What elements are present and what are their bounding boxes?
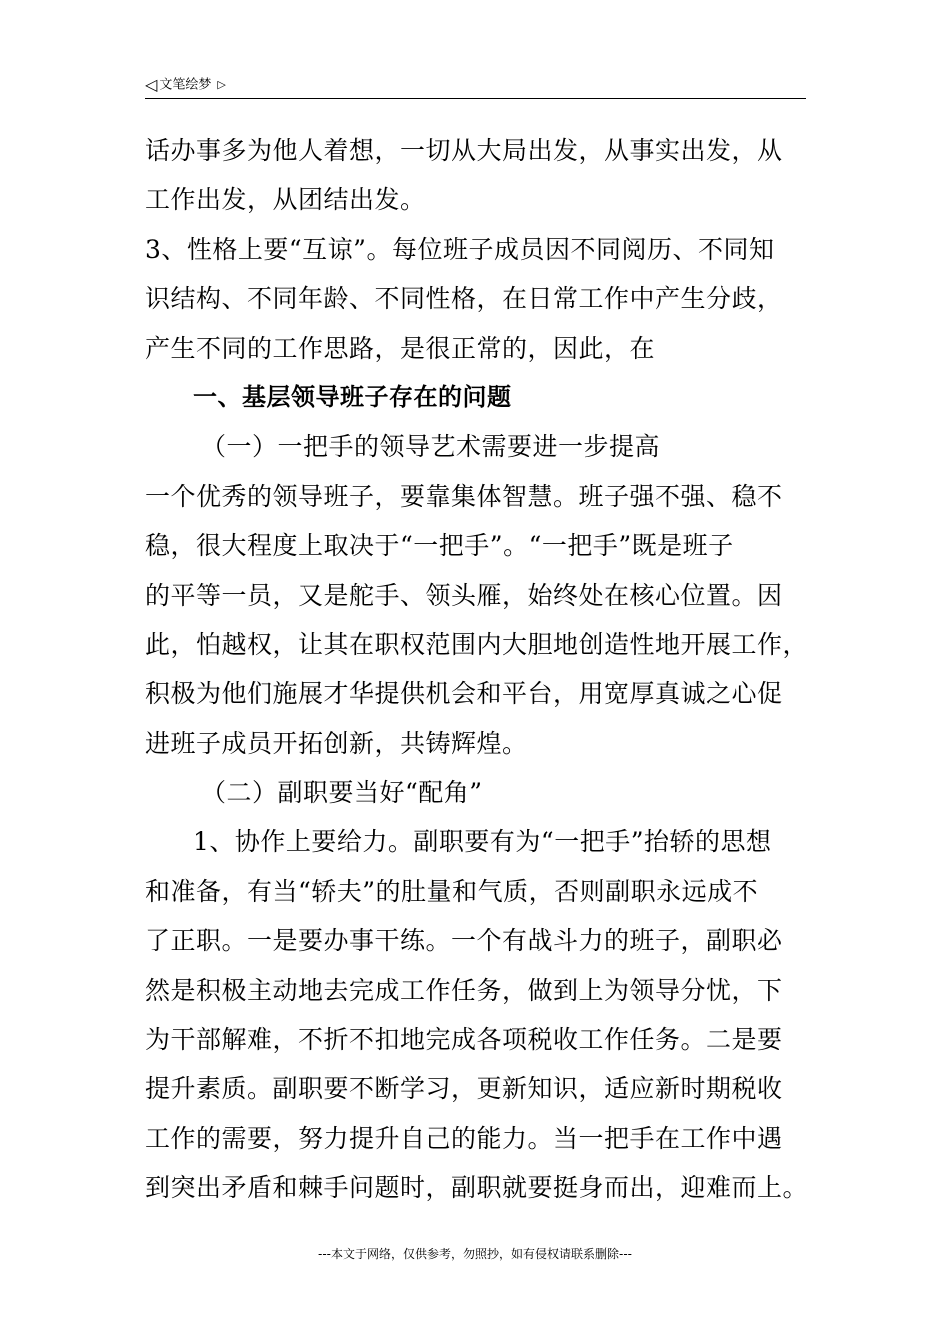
- paragraph-line: 工作的需要，努力提升自己的能力。当一把手在工作中遇: [145, 1123, 783, 1153]
- paragraph-line: 产生不同的工作思路，是很正常的，因此，在: [145, 333, 656, 363]
- left-triangle-icon: ◁: [145, 75, 158, 94]
- paragraph-line: 工作出发，从团结出发。: [145, 185, 426, 215]
- paragraph-line: 3、性格上要“互谅”。每位班子成员因不同阅历、不同知: [145, 234, 775, 264]
- paragraph-line: 1、协作上要给力。副职要有为“一把手”抬轿的思想: [193, 827, 772, 857]
- page-footer: ---本文于网络，仅供参考，勿照抄，如有侵权请联系删除---: [318, 1247, 632, 1261]
- paragraph-line: 了正职。一是要办事干练。一个有战斗力的班子，副职必: [145, 926, 783, 956]
- paragraph-line: 识结构、不同年龄、不同性格，在日常工作中产生分歧，: [145, 284, 783, 314]
- document-body: [145, 126, 815, 1213]
- right-triangle-icon: ▷: [217, 78, 226, 91]
- paragraph-line: 积极为他们施展才华提供机会和平台，用宽厚真诚之心促: [145, 679, 783, 709]
- paragraph-line: 然是积极主动地去完成工作任务，做到上为领导分忧，下: [145, 975, 783, 1005]
- section-heading: 一、基层领导班子存在的问题: [193, 382, 512, 411]
- paragraph-line: 此，怕越权，让其在职权范围内大胆地创造性地开展工作，: [145, 629, 809, 659]
- page-header: [145, 74, 806, 99]
- subsection-heading: （一）一把手的领导艺术需要进一步提高: [201, 432, 661, 462]
- paragraph-line: 的平等一员，又是舵手、领头雁，始终处在核心位置。因: [145, 580, 783, 610]
- paragraph-line: 到突出矛盾和棘手问题时，副职就要挺身而出，迎难而上。: [145, 1173, 809, 1203]
- paragraph-line: 话办事多为他人着想，一切从大局出发，从事实出发，从: [145, 136, 783, 165]
- paragraph-line: 稳，很大程度上取决于“一把手”。“一把手”既是班子: [145, 531, 734, 561]
- header-title: 文笔绘梦: [159, 77, 212, 93]
- paragraph-line: 和准备，有当“轿夫”的肚量和气质，否则副职永远成不: [145, 876, 759, 906]
- paragraph-line: 进班子成员开拓创新，共铸辉煌。: [145, 728, 528, 758]
- paragraph-line: 为干部解难，不折不扣地完成各项税收工作任务。二是要: [145, 1025, 783, 1055]
- paragraph-line: 提升素质。副职要不断学习，更新知识，适应新时期税收: [145, 1074, 783, 1104]
- subsection-heading: （二）副职要当好“配角”: [201, 778, 483, 808]
- paragraph-line: 一个优秀的领导班子，要靠集体智慧。班子强不强、稳不: [145, 481, 783, 511]
